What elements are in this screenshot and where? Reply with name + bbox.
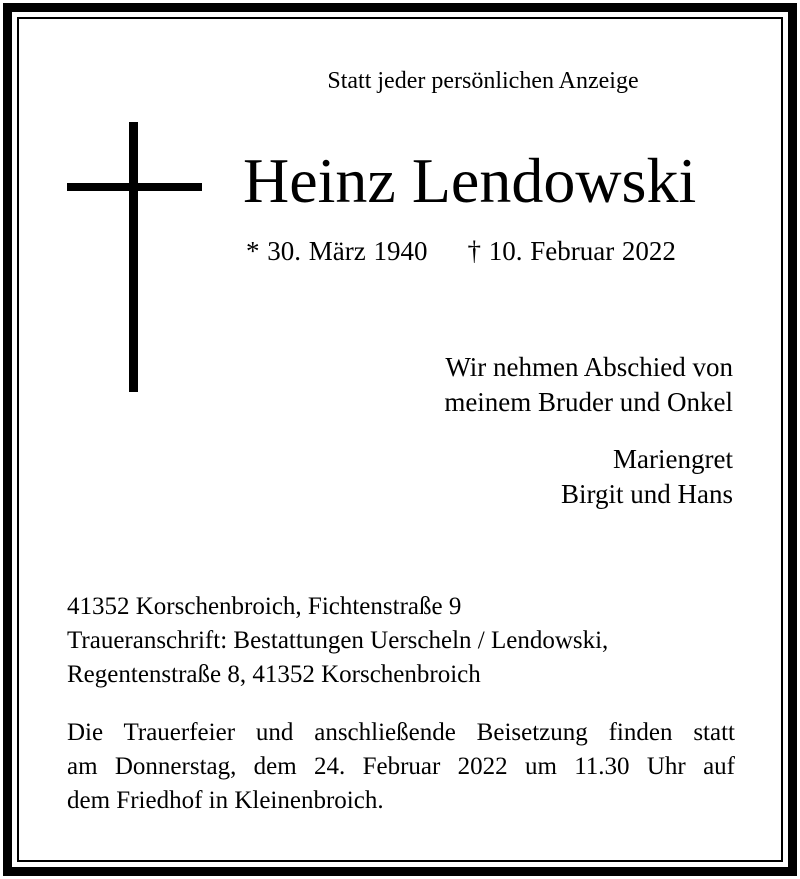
life-dates	[246, 236, 676, 267]
birth-date: * 30. März 1940	[246, 236, 428, 266]
ceremony-info	[67, 716, 735, 818]
farewell-line: meinem Bruder und Onkel	[444, 387, 733, 417]
cross-horizontal-bar	[67, 183, 202, 191]
ceremony-line: am Donnerstag, dem 24. Februar 2022 um 11.30 Uhr auf	[67, 753, 735, 780]
address-line: 41352 Korschenbroich, Fichtenstraße 9	[67, 593, 462, 620]
address-block	[67, 590, 608, 692]
farewell-text	[444, 350, 733, 420]
farewell-line: Wir nehmen Abschied von	[445, 352, 733, 382]
address-line: Regentenstraße 8, 41352 Korschenbroich	[67, 661, 481, 688]
notice-heading: Statt jeder persönlichen Anzeige	[327, 68, 639, 94]
mourners-signature	[561, 442, 733, 512]
cross-vertical-bar	[129, 122, 138, 392]
mourner-name: Mariengret	[613, 444, 733, 474]
address-line: Traueranschrift: Bestattungen Uerscheln / Lendowski,	[67, 627, 609, 654]
ceremony-line: dem Friedhof in Kleinenbroich.	[67, 787, 384, 814]
deceased-name: Heinz Lendowski	[243, 145, 697, 216]
death-date: † 10. Februar 2022	[467, 236, 676, 266]
mourner-name: Birgit und Hans	[560, 479, 733, 509]
ceremony-line: Die Trauerfeier und anschließende Beisetzung finden statt	[67, 719, 735, 746]
